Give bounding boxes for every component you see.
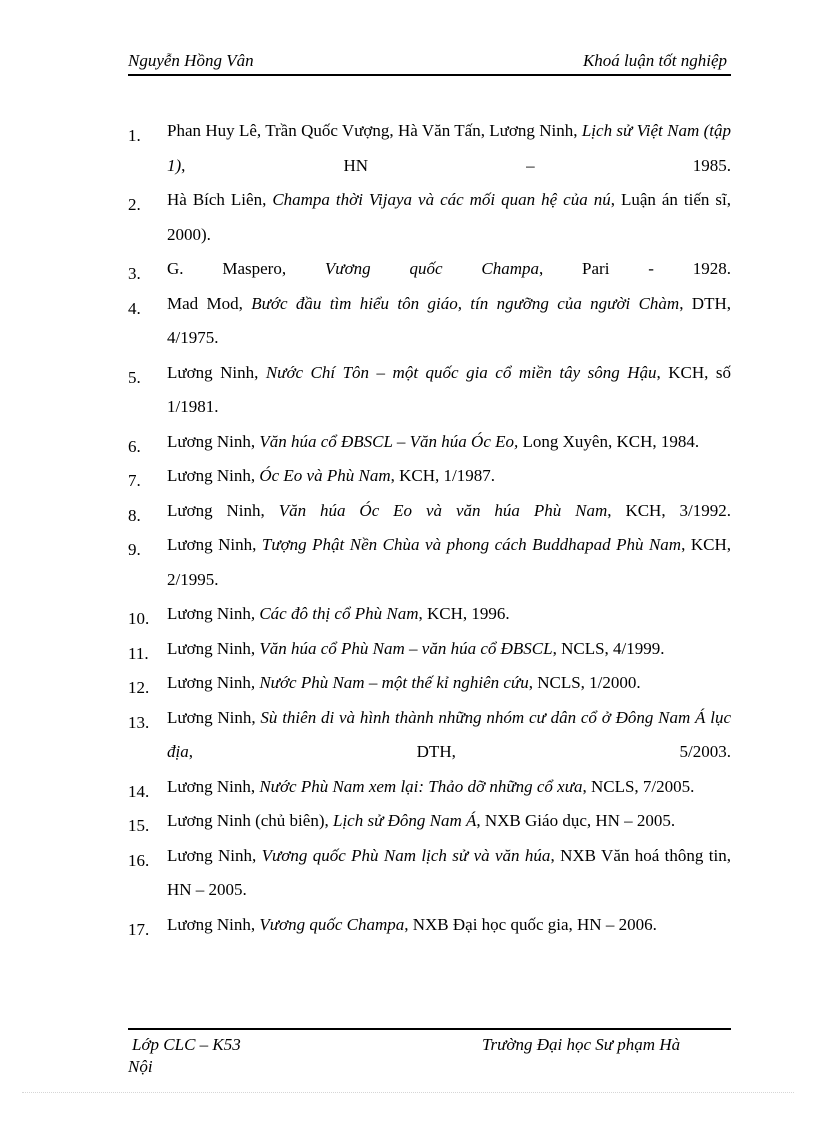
reference-number: 16. — [128, 850, 150, 870]
reference-authors: Lương Ninh, — [167, 845, 262, 865]
reference-number: 12. — [128, 678, 150, 697]
reference-publication: , NCLS, 1/2000. — [528, 673, 641, 692]
reference-item-5 — [128, 356, 731, 425]
reference-title: Tượng Phật Nền Chùa và phong cách Buddhapad Phù Nam — [261, 535, 682, 554]
reference-number: 17. — [128, 919, 150, 939]
page-footer — [128, 1028, 731, 1076]
reference-title: Văn húa cổ Phù Nam – văn húa cổ ĐBSCL — [259, 638, 553, 658]
header-author: Nguyễn Hồng Vân — [128, 51, 254, 70]
reference-publication: , Luận án tiến sĩ, 2000). — [167, 190, 731, 244]
reference-title: Nước Chí Tôn – một quốc gia cổ miền tây sông Hậu — [265, 362, 657, 382]
reference-title: , Nước Phù Nam – một thế kỉ nghiên cứu — [250, 673, 529, 692]
reference-text — [167, 287, 731, 356]
reference-publication: , HN – 1985. — [181, 155, 731, 175]
reference-publication: , KCH, 1/1987. — [390, 466, 495, 485]
reference-number: 4. — [128, 298, 141, 318]
reference-authors: Lương Ninh, — [167, 707, 261, 727]
reference-text — [167, 770, 731, 805]
reference-number: 7. — [128, 471, 141, 490]
reference-authors: Hà Bích Liên, — [167, 190, 273, 209]
reference-publication: , NXB Văn hoá thông tin, HN – 2005. — [167, 845, 731, 899]
footer-school-continued: Nội — [128, 1057, 153, 1076]
reference-title: Óc Eo và Phù Nam — [259, 466, 391, 485]
reference-text — [167, 252, 731, 287]
reference-item-14 — [128, 770, 731, 805]
reference-number: 2. — [128, 195, 141, 214]
reference-title: Văn húa Óc Eo và văn húa Phù Nam — [278, 500, 608, 520]
reference-title: Lịch sử Việt Nam (tập 1) — [167, 121, 731, 175]
reference-authors: Lương Ninh, — [167, 638, 260, 658]
reference-authors: Lương Ninh, — [167, 776, 260, 796]
reference-publication: , NXB Giáo dục, HN – 2005. — [476, 811, 676, 830]
page-header — [128, 48, 731, 76]
reference-title: Vương quốc Champa — [324, 259, 539, 278]
reference-publication: , KCH, 3/1992. — [607, 500, 731, 520]
reference-text — [167, 597, 731, 632]
reference-item-17 — [128, 908, 731, 943]
reference-item-4 — [128, 287, 731, 356]
reference-text — [167, 356, 731, 425]
reference-item-2 — [128, 183, 731, 252]
reference-authors: G. Maspero, — [167, 259, 325, 278]
reference-authors: Lương Ninh, — [167, 535, 262, 554]
reference-text — [167, 494, 731, 529]
reference-number: 13. — [128, 712, 150, 732]
reference-authors: Lương Ninh — [167, 673, 251, 692]
reference-number: 15. — [128, 816, 150, 835]
reference-authors: Mad Mod, — [167, 293, 252, 313]
footer-school: Trường Đại học Sư phạm Hà — [482, 1035, 681, 1054]
reference-publication: , NCLS, 4/1999. — [552, 638, 665, 658]
reference-authors: Lương Ninh — [167, 604, 251, 623]
reference-publication: , KCH, số 1/1981. — [167, 362, 731, 416]
reference-publication: , KCH, 1996. — [418, 604, 510, 623]
reference-text — [167, 839, 731, 908]
reference-item-9 — [128, 528, 731, 597]
reference-title: Sù thiên di và hình thành những nhóm cư dân cổ ở Đông Nam Á lục địa — [167, 707, 731, 761]
reference-text — [167, 425, 731, 460]
reference-authors: Lương Ninh, — [167, 362, 266, 382]
reference-number: 6. — [128, 436, 141, 456]
reference-text — [167, 183, 731, 252]
reference-item-8 — [128, 494, 731, 529]
reference-item-10 — [128, 597, 731, 632]
reference-number: 11. — [128, 643, 149, 663]
reference-item-1 — [128, 114, 731, 183]
reference-authors: Lương Ninh, — [167, 466, 260, 485]
reference-title: Lịch sử Đông Nam Á — [332, 811, 477, 830]
footer-class-name: Lớp CLC – K53 — [132, 1035, 241, 1054]
reference-item-6 — [128, 425, 731, 460]
reference-item-3 — [128, 252, 731, 287]
reference-number: 10. — [128, 609, 150, 628]
reference-publication: , NXB Đại học quốc gia, HN – 2006. — [404, 914, 657, 934]
reference-title: Vương quốc Phù Nam lịch sử và văn húa — [261, 845, 551, 865]
reference-publication: , NCLS, 7/2005. — [582, 776, 695, 796]
reference-number: 14. — [128, 781, 150, 801]
reference-item-7 — [128, 459, 731, 494]
reference-text — [167, 666, 731, 701]
reference-title: Văn húa cổ ĐBSCL – Văn húa Óc Eo, — [259, 431, 519, 451]
reference-text — [167, 459, 731, 494]
reference-number: 1. — [128, 126, 141, 145]
reference-number: 9. — [128, 540, 141, 559]
reference-item-15 — [128, 804, 731, 839]
reference-title: Nước Phù Nam xem lại: Thảo dỡ những cổ xưa — [259, 776, 583, 796]
reference-number: 5. — [128, 367, 141, 387]
reference-publication: , KCH, 2/1995. — [167, 535, 731, 589]
reference-text — [167, 632, 731, 667]
reference-publication: , DTH, 4/1975. — [167, 293, 731, 347]
reference-list — [128, 114, 731, 942]
reference-title: , Các đô thị cổ Phù Nam — [250, 604, 419, 623]
reference-number: 3. — [128, 264, 141, 283]
reference-authors: Lương Ninh (chủ biên), — [167, 811, 333, 830]
reference-item-16 — [128, 839, 731, 908]
reference-publication: Long Xuyên, KCH, 1984. — [518, 431, 700, 451]
reference-title: Vương quốc Champa — [259, 914, 405, 934]
header-document-type: Khoá luận tốt nghiệp — [582, 51, 727, 70]
reference-authors: Phan Huy Lê, Trần Quốc Vượng, Hà Văn Tấn, Lương Ninh, — [167, 121, 582, 140]
reference-publication: , DTH, 5/2003. — [188, 742, 731, 761]
reference-item-11 — [128, 632, 731, 667]
reference-text — [167, 908, 731, 943]
reference-item-13 — [128, 701, 731, 770]
reference-text — [167, 528, 731, 597]
reference-title: Bước đầu tìm hiểu tôn giáo, tín ngưỡng của người Chàm — [251, 293, 680, 313]
reference-authors: Lương Ninh, — [167, 914, 260, 934]
reference-text — [167, 701, 731, 770]
reference-text — [167, 114, 731, 183]
page-bottom-edge — [22, 1092, 794, 1093]
reference-number: 8. — [128, 505, 141, 525]
reference-item-12 — [128, 666, 731, 701]
reference-text — [167, 804, 731, 839]
reference-title: Champa thời Vijaya và các mối quan hệ của nú — [272, 190, 611, 209]
reference-authors: Lương Ninh, — [167, 431, 260, 451]
reference-publication: , Pari - 1928. — [538, 259, 731, 278]
reference-authors: Lương Ninh, — [167, 500, 279, 520]
